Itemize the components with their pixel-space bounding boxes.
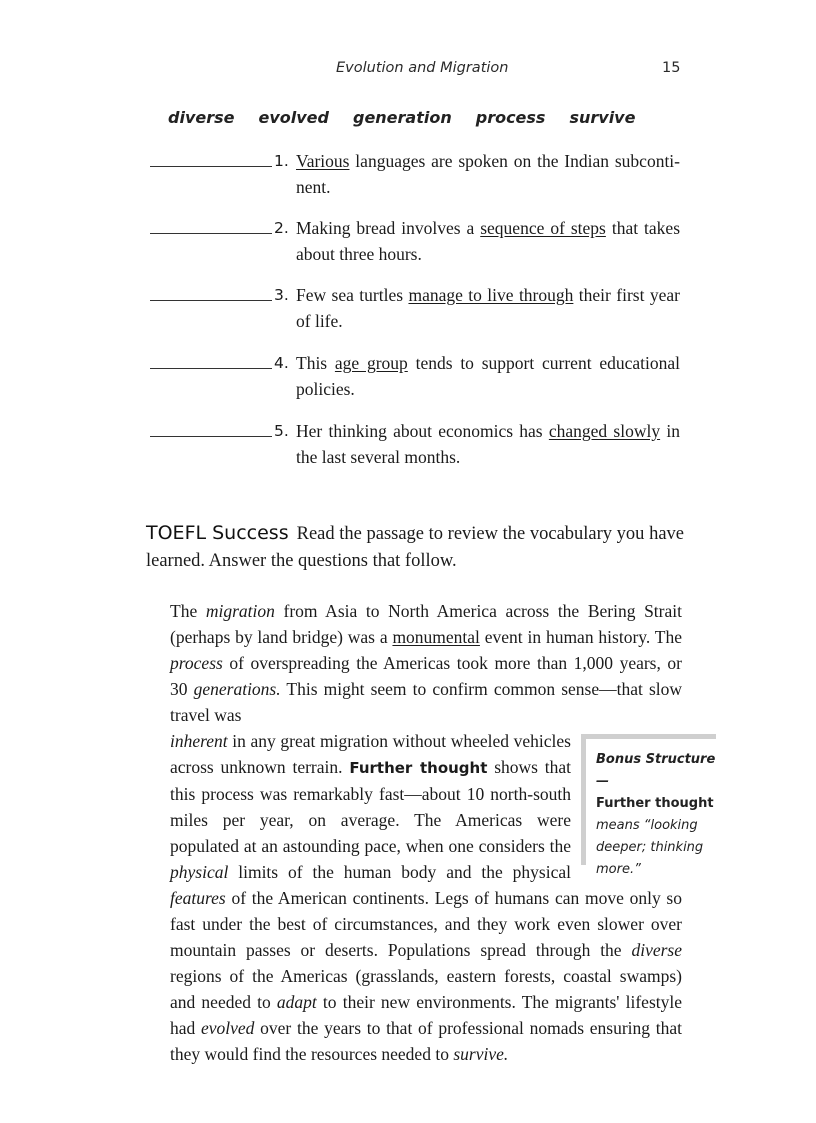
answer-blank[interactable] <box>150 300 272 301</box>
sidebar-title: Bonus Structure— <box>596 752 716 789</box>
underlined-phrase: sequence of steps <box>480 218 606 238</box>
reading-passage: The migration from Asia to North America across the Bering Strait (perhaps by land bridge) was a monumental event in human history. The process of overspreading the Americas took more than 1,000 years, or 30 generations. This might seem to confirm common sense—that slow travel was Bonus Structure— Further thought means “looking deeper; thinking more.” inherent in any great migration without wheeled vehicles across unknown terrain. Further thought shows that this process was remarkably fast—about 10 north-south miles per year, on average. The Americas were populated at an astounding pace, when one considers the physical limits of the human body and the physical features of the American continents. Legs of humans can move only so fast under the best of circumstances, and they work even slower over mountain passes or deserts. Populations spread through the diverse regions of the Americas (grasslands, eastern forests, coastal swamps) and needed to adapt to their new environments. The migrants' lifestyle had evolved over the years to that of professional nomads ensuring that they would find the resources needed to survive. <box>170 598 682 1067</box>
toefl-heading: TOEFL Success <box>146 522 289 544</box>
vocab-term: evolved <box>201 1018 255 1038</box>
underlined-phrase: age group <box>334 353 408 373</box>
sidebar-term: Further thought <box>596 796 714 811</box>
word-bank-item: process <box>475 108 546 127</box>
answer-blank[interactable] <box>150 233 272 234</box>
bold-phrase: Further thought <box>349 759 488 777</box>
underlined-phrase: Various <box>296 151 350 171</box>
toefl-instruction: Read the passage to review the vocabulary you have learned. Answer the questions that follow. <box>146 524 684 571</box>
item-number: 4. <box>274 354 289 372</box>
word-bank-item: survive <box>569 108 636 127</box>
item-number: 1. <box>274 152 289 170</box>
vocab-term: diverse <box>631 940 682 960</box>
underlined-term: monumental <box>392 627 480 647</box>
item-sentence: Various languages are spoken on the Indian subconti-nent. <box>296 151 680 197</box>
vocab-term: physical <box>170 862 229 882</box>
word-bank <box>168 108 659 132</box>
vocab-term: survive. <box>453 1044 509 1064</box>
word-bank-item: generation <box>352 108 452 127</box>
answer-blank[interactable] <box>150 436 272 437</box>
sidebar-definition: means “looking deeper; thinking more.” <box>596 818 704 877</box>
item-number: 2. <box>274 219 289 237</box>
vocab-term: generations. <box>193 679 281 699</box>
item-sentence: Making bread involves a sequence of steps that takes about three hours. <box>296 218 680 264</box>
word-bank-item: evolved <box>258 108 329 127</box>
word-bank-item: diverse <box>168 108 235 127</box>
item-sentence: This age group tends to support current educational policies. <box>296 353 680 399</box>
vocab-term: process <box>170 653 223 673</box>
item-number: 5. <box>274 422 289 440</box>
answer-blank[interactable] <box>150 166 272 167</box>
underlined-phrase: manage to live through <box>408 285 574 305</box>
chapter-title: Evolution and Migration <box>336 60 509 76</box>
vocab-term: inherent <box>170 731 228 751</box>
running-head <box>0 60 816 82</box>
vocab-term: adapt <box>276 992 317 1012</box>
bonus-structure-sidebar <box>581 734 716 877</box>
toefl-success-section <box>146 520 684 575</box>
item-sentence: Few sea turtles manage to live through their first year of life. <box>296 285 680 331</box>
page-number: 15 <box>662 60 681 76</box>
vocab-term: migration <box>205 601 275 621</box>
passage-paragraph: The migration from Asia to North America across the Bering Strait (perhaps by land bridge) was a monumental event in human history. The process of overspreading the Americas took more than 1,000 years, or 30 generations. This might seem to confirm common sense—that slow travel was <box>170 601 683 725</box>
item-number: 3. <box>274 286 289 304</box>
answer-blank[interactable] <box>150 368 272 369</box>
item-sentence: Her thinking about economics has changed slowly in the last several months. <box>296 421 680 467</box>
underlined-phrase: changed slowly <box>548 421 661 441</box>
vocab-term: features <box>170 888 226 908</box>
